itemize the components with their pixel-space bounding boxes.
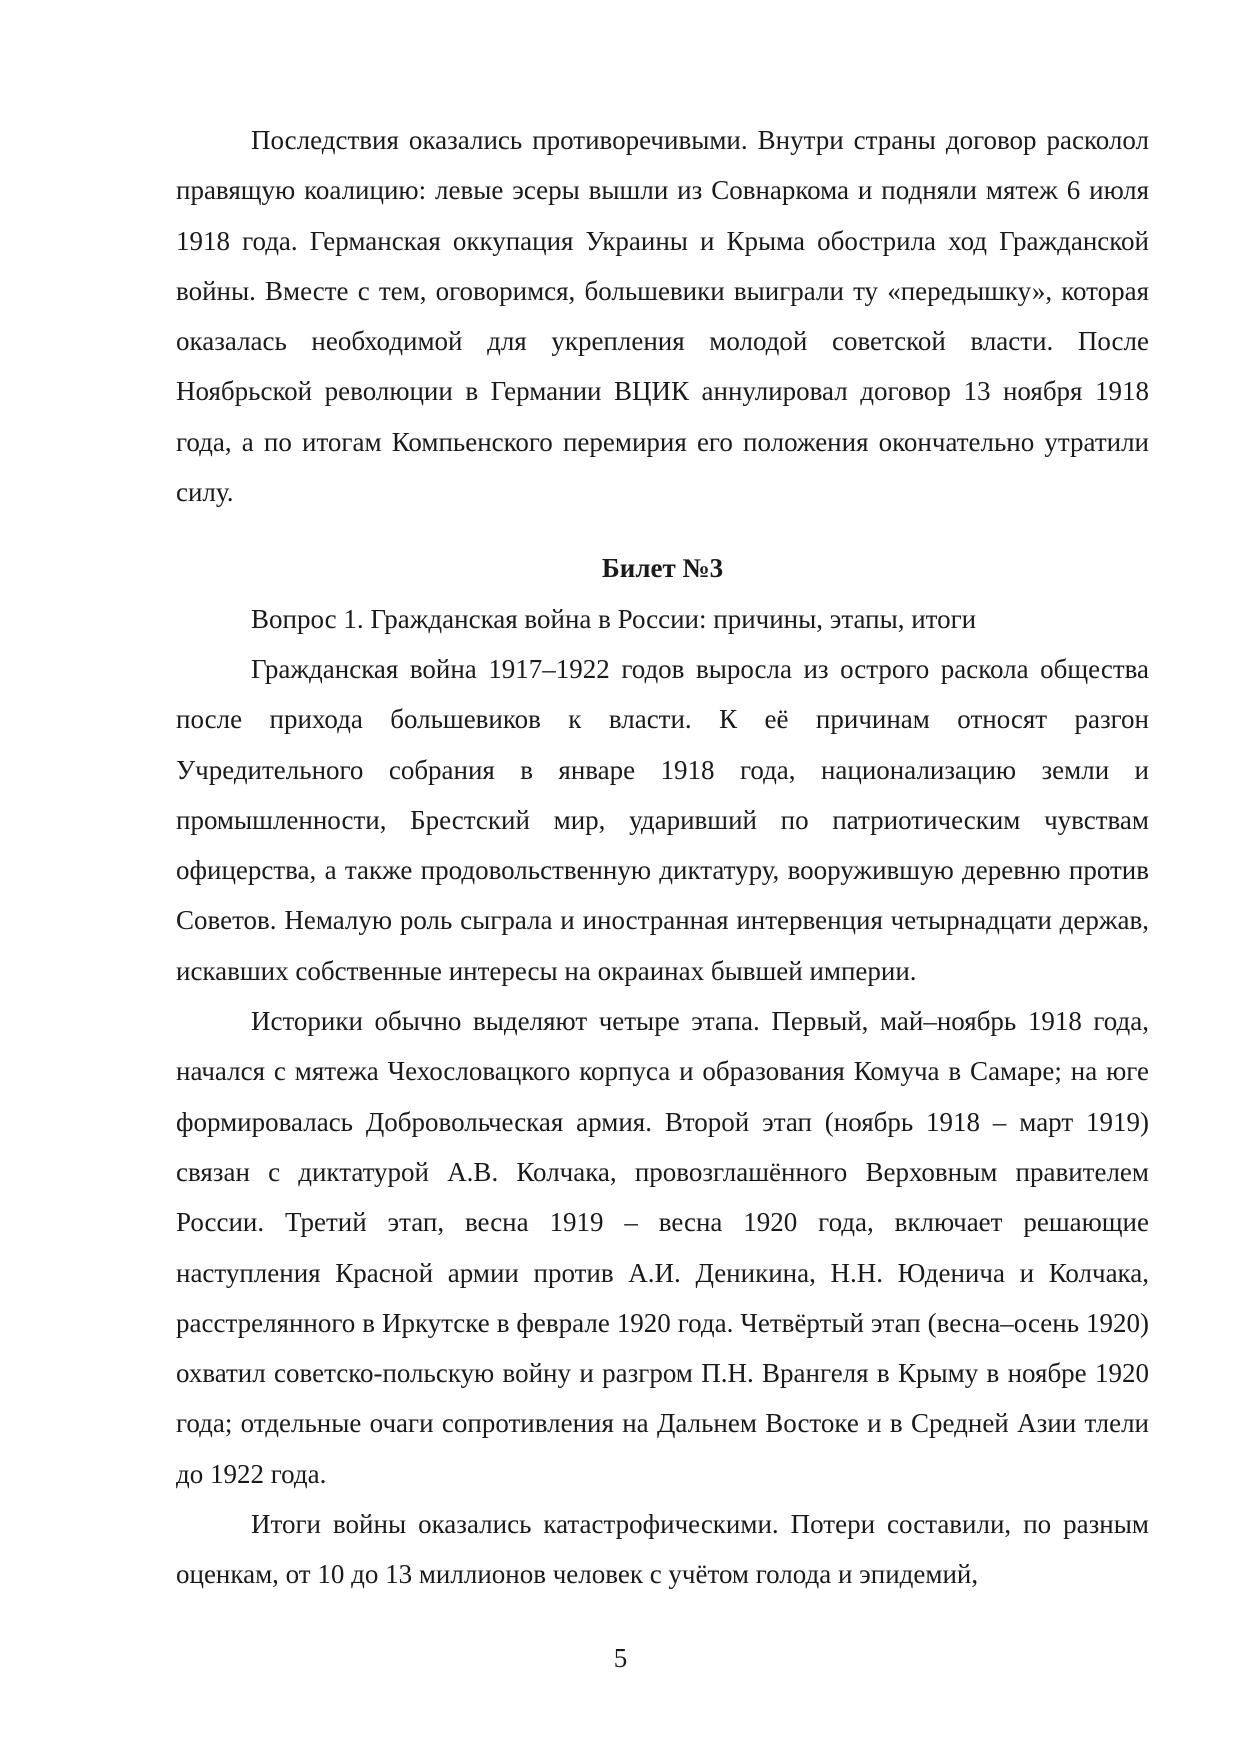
- body-paragraph: Итоги войны оказались катастрофическими. Потери составили, по разным оценкам, от 10 до 13 миллионов человек с учётом голода и эпидемий,: [176, 1509, 1149, 1590]
- document-page: [176, 115, 1149, 1600]
- body-paragraph: Историки обычно выделяют четыре этапа. Первый, май–ноябрь 1918 года, начался с мятежа Чехословацкого корпуса и образования Комуча в Самаре; на юге формировалась Добровольческая армия. Второй этап (ноябрь 1918 – март 1919) связан с диктатурой А.В. Колчака, провозглашённого Верховным правителем России. Третий этап, весна 1919 – весна 1920 года, включает решающие наступления Красной армии против А.И. Деникина, Н.Н. Юденича и Колчака, расстрелянного в Иркутске в феврале 1920 года. Четвёртый этап (весна–осень 1920) охватил советско-польскую войну и разгром П.Н. Врангеля в Крыму в ноябре 1920 года; отдельные очаги сопротивления на Дальнем Востоке и в Средней Азии тлели до 1922 года.: [176, 1006, 1149, 1489]
- ticket-heading: Билет №3: [601, 553, 724, 584]
- body-paragraph: Последствия оказались противоречивыми. Внутри страны договор расколол правящую коалицию: левые эсеры вышли из Совнаркома и подняли мятеж 6 июля 1918 года. Германская оккупация Украины и Крыма обострила ход Гражданской войны. Вместе с тем, оговоримся, большевики выиграли ту «передышку», которая оказалась необходимой для укрепления молодой советской власти. После Ноябрьской революции в Германии ВЦИК аннулировал договор 13 ноября 1918 года, а по итогам Компьенского перемирия его положения окончательно утратили силу.: [176, 125, 1149, 508]
- question-title: Вопрос 1. Гражданская война в России: причины, этапы, итоги: [251, 603, 977, 634]
- page-number: 5: [613, 1643, 628, 1673]
- body-paragraph: Гражданская война 1917–1922 годов выросла из острого раскола общества после прихода большевиков к власти. К её причинам относят разгон Учредительного собрания в январе 1918 года, национализацию земли и промышленности, Брестский мир, ударивший по патриотическим чувствам офицерства, а также продовольственную диктатуру, вооружившую деревню против Советов. Немалую роль сыграла и иностранная интервенция четырнадцати держав, искавших собственные интересы на окраинах бывшей империи.: [176, 653, 1149, 986]
